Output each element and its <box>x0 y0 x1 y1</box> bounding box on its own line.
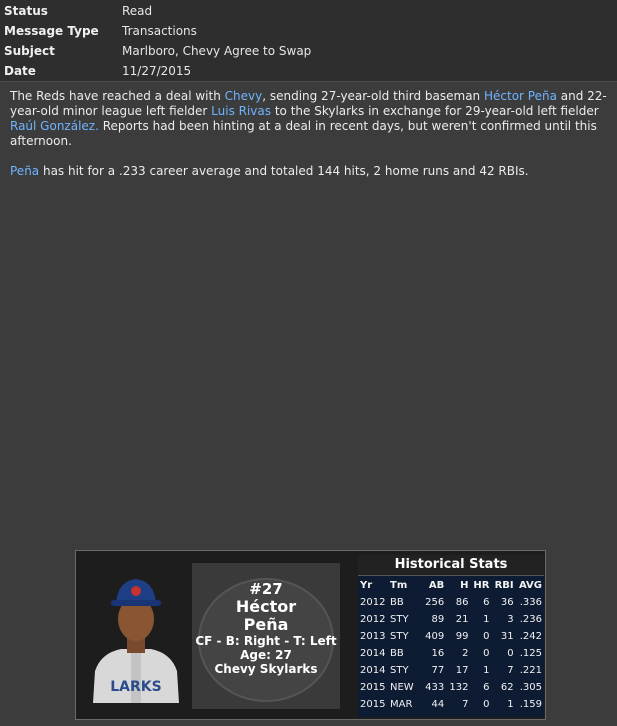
text-run: Reports had been hinting at a deal in recent days, but weren't confirmed until this afternoon. <box>10 119 597 148</box>
cell-h: 17 <box>455 665 469 676</box>
cell-h: 86 <box>455 597 469 608</box>
cell-avg: .159 <box>519 699 542 710</box>
table-row <box>358 594 544 611</box>
header-key: Date <box>4 64 36 78</box>
cell-year: 2013 <box>360 631 386 642</box>
cell-year: 2012 <box>360 597 386 608</box>
header-row-message-type <box>0 21 617 41</box>
header-row-subject <box>0 41 617 61</box>
cell-h: 99 <box>455 631 469 642</box>
cell-team: NEW <box>390 682 414 693</box>
cell-ab: 409 <box>425 631 445 642</box>
historical-stats-panel <box>358 555 544 717</box>
cell-h: 21 <box>455 614 469 625</box>
player-link-pena[interactable]: Peña <box>10 164 40 178</box>
text-run: has hit for a .233 career average and totaled 144 hits, 2 home runs and 42 RBIs. <box>39 164 529 178</box>
table-row <box>358 645 544 662</box>
table-row <box>358 611 544 628</box>
cell-avg: .336 <box>519 597 542 608</box>
header-row-status <box>0 1 617 21</box>
player-number: #27 <box>249 580 283 598</box>
cell-team: BB <box>390 597 404 608</box>
player-avatar-icon <box>89 567 183 703</box>
jersey-text: LARKS <box>110 679 162 695</box>
message-paragraph-1 <box>10 89 609 149</box>
player-link-raul-gonzalez[interactable]: Raúl González. <box>10 119 99 133</box>
cell-year: 2015 <box>360 699 386 710</box>
cell-h: 7 <box>462 699 469 710</box>
header-value: Marlboro, Chevy Agree to Swap <box>122 44 312 58</box>
player-info-box <box>192 563 340 709</box>
cell-avg: .242 <box>519 631 542 642</box>
player-portrait[interactable] <box>89 567 183 703</box>
cell-year: 2014 <box>360 648 386 659</box>
header-key: Subject <box>4 44 55 58</box>
cell-ab: 77 <box>431 665 445 676</box>
cell-rbi: 3 <box>507 614 514 625</box>
cell-rbi: 31 <box>500 631 514 642</box>
header-value: Transactions <box>122 24 197 38</box>
cell-hr: 0 <box>483 648 490 659</box>
header-value: 11/27/2015 <box>122 64 192 78</box>
cell-ab: 44 <box>431 699 445 710</box>
cell-year: 2012 <box>360 614 386 625</box>
cell-hr: 1 <box>483 614 490 625</box>
table-row <box>358 679 544 696</box>
table-row <box>358 628 544 645</box>
cell-avg: .221 <box>519 665 542 676</box>
cell-team: MAR <box>390 699 413 710</box>
cell-team: STY <box>390 614 409 625</box>
cell-year: 2014 <box>360 665 386 676</box>
cell-ab: 256 <box>425 597 445 608</box>
message-body <box>0 82 617 179</box>
col-header: H <box>460 579 469 591</box>
player-link-hector-pena[interactable]: Héctor Peña <box>483 89 557 103</box>
header-key: Message Type <box>4 24 99 38</box>
col-header: Tm <box>390 579 408 591</box>
cell-hr: 6 <box>483 597 490 608</box>
cell-avg: .305 <box>519 682 542 693</box>
cell-team: BB <box>390 648 404 659</box>
text-run: and 22-year-old minor league left fielder <box>10 89 607 118</box>
cell-hr: 0 <box>483 631 490 642</box>
col-header: AVG <box>518 579 542 591</box>
cell-avg: .125 <box>519 648 542 659</box>
cell-h: 2 <box>462 648 469 659</box>
cell-rbi: 36 <box>500 597 514 608</box>
table-row <box>358 696 544 713</box>
player-team: Chevy Skylarks <box>214 662 318 676</box>
cell-hr: 1 <box>483 665 490 676</box>
text-run: The Reds have reached a deal with <box>10 89 225 103</box>
col-header: AB <box>428 579 445 591</box>
player-link-luis-rivas[interactable]: Luis Rivas <box>211 104 272 118</box>
historical-stats-title: Historical Stats <box>358 555 544 576</box>
message-header <box>0 0 617 82</box>
text-run: , sending 27-year-old third baseman <box>262 89 484 103</box>
cell-rbi: 62 <box>500 682 514 693</box>
stats-header-row <box>358 576 544 594</box>
header-key: Status <box>4 4 48 18</box>
table-row <box>358 662 544 679</box>
cell-hr: 0 <box>483 699 490 710</box>
cell-ab: 89 <box>431 614 445 625</box>
cell-team: STY <box>390 665 409 676</box>
cell-avg: .236 <box>519 614 542 625</box>
header-value: Read <box>122 4 153 18</box>
col-header: RBI <box>494 579 514 591</box>
player-first-name: Héctor <box>235 597 297 616</box>
player-last-name: Peña <box>243 615 289 634</box>
cell-h: 132 <box>449 682 469 693</box>
player-age: Age: 27 <box>240 648 292 662</box>
text-run: to the Skylarks in exchange for 29-year-old left fielder <box>271 104 599 118</box>
cell-ab: 16 <box>431 648 445 659</box>
col-header: HR <box>473 579 490 591</box>
col-header: Yr <box>360 579 373 591</box>
cell-rbi: 0 <box>507 648 514 659</box>
cell-ab: 433 <box>425 682 445 693</box>
player-position: CF - B: Right - T: Left <box>195 634 337 648</box>
header-row-date <box>0 61 617 81</box>
cell-rbi: 1 <box>507 699 514 710</box>
cell-team: STY <box>390 631 409 642</box>
message-paragraph-2 <box>10 164 609 179</box>
historical-stats-table <box>358 576 544 713</box>
player-info-text <box>192 580 340 676</box>
cell-hr: 6 <box>483 682 490 693</box>
player-card <box>75 550 546 720</box>
cell-rbi: 7 <box>507 665 514 676</box>
cell-year: 2015 <box>360 682 386 693</box>
team-link-chevy[interactable]: Chevy <box>224 89 263 103</box>
